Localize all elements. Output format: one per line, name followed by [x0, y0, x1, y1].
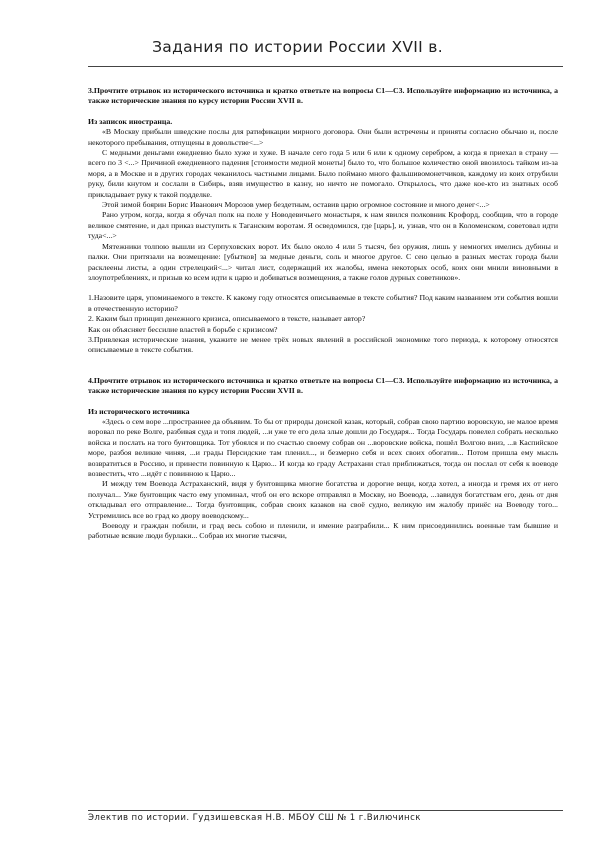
task-3-paragraph: Мятежники толпою вышли из Серпуховских ворот. Их было около 4 или 5 тысяч, без оружия, лишь у немногих имелись дубины и палки. Они притязали на возмещение: [убытков] за медные деньги, соль и многое другое. С сею целью в разных местах города были расклеены листы, а один стрелецкий<...> читал лист, содержащий их жалобы, имена некоторых особ, коих они мнили виновными в злоупотреблениях, и призыв ко всем идти к царю и добиваться возмещения, а также голов дурных советников». [88, 241, 558, 282]
spacer [88, 356, 558, 376]
task-3-question: Как он объясняет бессилие властей в борьбе с кризисом? [88, 324, 278, 334]
spacer [88, 283, 558, 293]
task-3-question: 3.Привлекая исторические знания, укажите не менее трёх новых явлений в российской экономике того периода, к которому относятся описываемые в тексте события. [88, 334, 558, 355]
spacer [88, 107, 558, 117]
task-3-paragraph: Рано утром, когда, когда я обучал полк на поле у Новодевичьего монастыря, к нам явился полковник Крофорд, сообщив, что в городе великое смятение, и дал приказ выступить к Таганским воротам. Я осведомился, где [царь], и, узнав, что он в Коломенском, советовал идти туда<...> [88, 210, 558, 241]
task-3-question: 1.Назовите царя, упоминаемого в тексте. К какому году относятся описываемые в тексте события? Под каким названием эти события вошли в отечественную историю? [88, 293, 558, 313]
page-footer: Электив по истории. Гудзишевская Н.В. МБОУ СШ № 1 г.Вилючинск [88, 813, 421, 823]
page-title: Задания по истории России XVII в. [152, 38, 443, 56]
task-3-paragraph: Этой зимой боярин Борис Иванович Морозов умер бездетным, оставив царю огромное состояние и много денег<...> [102, 200, 490, 210]
spacer [88, 397, 558, 407]
task-3-source-title: Из записок иностранца. [88, 116, 173, 126]
task-3-heading: 3.Прочтите отрывок из исторического источника и кратко ответьте на вопросы С1—С3. Используйте информацию из источника, а также исторические знания по курсу истории России XVII в. [88, 86, 558, 106]
task-3-paragraph: С медными деньгами ежедневно было хуже и хуже. В начале сего года 5 или 6 или к одному серебром, а когда я приехал в страну — всего по 3 <...> Причиной ежедневного падения [стоимости медной монеты] было то, что большое количество оной ввозилось тайком из-за моря, а в Москве и в других городах чеканилось частными лицами. Было поймано много фальшивомонетчиков, каждому из коих отрубили руку, били кнутом и сослали в Сибирь, взяв имущество в казну, но ничто не помогало. Открылось, что даже кое-кто из знатных особ прикладывает руку к такой подделке. [88, 148, 558, 199]
task-3-paragraph: «В Москву прибыли шведские послы для ратификации мирного договора. Они были встречены и приняты согласно обычаю и, после некоторого пребывания, отпущены в довольстве<...> [88, 127, 558, 147]
task-4-paragraph: «Здесь о сем воре ...пространнее да объявим. То бы от природы донской казак, который, собрав свою партию воровскую, не малое время воровал по реке Волге, разбивая суда и топя людей, ...и уже те его дела злые дошли до Государя... Тогда Государь повелел собрать несколько войска и послать на того бунтовщика. Тот убоялся и по счастью своему собрав он ...воровские войска, пошёл Волгою вниз, ...в Каспийское море, разбоя великие чиняя, ...и грады Персидские там пленил..., и безмерно себя и всех своих обогатив... Потом пришла ему мысль возвратиться в Россию, и принести повинную к Царю... И когда ко граду Астрахани стал приближаться, тогда он послал от себя к воеводе возвестить, что ...идёт с повинною к Царю... [88, 416, 558, 478]
task-3-question: 2. Каким был принцип денежного кризиса, описываемого в тексте, называет автор? [88, 314, 366, 324]
task-4-source-title: Из исторического источника [88, 406, 190, 416]
task-4-paragraph: И между тем Воевода Астраханский, видя у бунтовщика многие богатства и дорогие вещи, когда хотел, а иногда и гремя их от него получал... Уже бунтовщик часто ему упоминал, чтоб он его вскоре отправлял в Москву, но Воевода, ...завидуя богатствам его, день от дня откладывал его отправление... Тогда бунтовщик, собрав своих казаков на своё судно, великую им жалобу принёс на Воеводу того... Устремились все во град ко двору воеводскому... [88, 479, 558, 520]
footer-divider [88, 810, 563, 811]
task-4-paragraph: Воеводу и граждан побили, и град весь собою и пленили, и имение разграбили... К ним присоединились военные там бывшие и работные всякие люди бурлаки... Собрав их многие тысячи, [88, 521, 558, 541]
page-content [88, 86, 558, 542]
task-4-heading: 4.Прочтите отрывок из исторического источника и кратко ответьте на вопросы С1—С3. Используйте информацию из источника, а также исторические знания по курсу истории России XVII в. [88, 375, 558, 396]
header-divider [88, 66, 563, 67]
